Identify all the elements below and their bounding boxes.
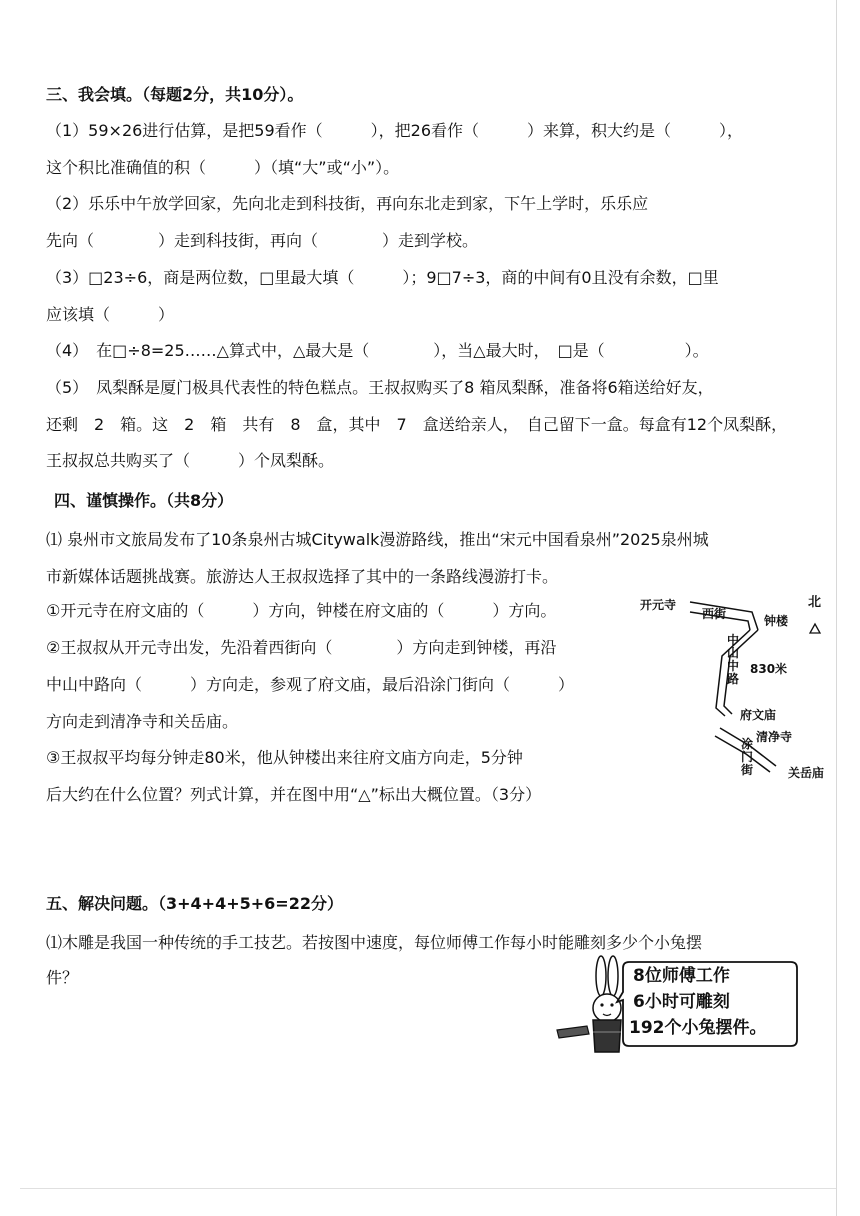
qingjing-mosque-label: 清净寺 [756, 730, 793, 744]
bell-tower-label: 钟楼 [764, 614, 789, 628]
q4-part-1: ①开元寺在府文庙的（ ）方向，钟楼在府文庙的（ ）方向。 [46, 601, 557, 620]
xijie-street-label: 西街 [702, 607, 727, 621]
tumen-street-label: 涂门街 [740, 737, 753, 777]
page-edge [20, 1188, 836, 1189]
page-edge [836, 0, 837, 1216]
route-map-roads [630, 590, 835, 790]
route-map [630, 590, 835, 790]
q3-1-line: 这个积比准确值的积（ ）（填“大”或“小”）。 [46, 158, 400, 177]
q4-part-2-line: ②王叔叔从开元寺出发，先沿着西街向（ ）方向走到钟楼，再沿 [46, 638, 557, 657]
q3-5-line: 还剩 2 箱。这 2 箱 共有 8 盒，其中 7 盒送给亲人， 自己留下一盒。每盒有12个凤梨酥， [46, 415, 788, 434]
section-5-heading: 五、解决问题。（3+4+4+5+6=22分） [46, 894, 343, 913]
q3-4-line: （4） 在□÷8=25……△算式中，△最大是（ ），当△最大时， □是（ ）。 [46, 341, 709, 360]
zhongshan-road-label: 中山中路 [726, 633, 739, 686]
section-3-heading: 三、我会填。（每题2分，共10分）。 [46, 85, 304, 104]
q3-3-line: （3）□23÷6，商是两位数，□里最大填（ ）；9□7÷3，商的中间有0且没有余数，□里 [46, 268, 719, 287]
q5-1-line: 件？ [46, 968, 79, 987]
north-label: 北 [808, 595, 822, 610]
q4-part-3-line: ③王叔叔平均每分钟走80米，他从钟楼出来往府文庙方向走，5分钟 [46, 748, 523, 767]
q4-intro-line: 市新媒体话题挑战赛。旅游达人王叔叔选择了其中的一条路线漫游打卡。 [46, 567, 559, 586]
q4-part-2-line: 中山中路向（ ）方向走，参观了府文庙，最后沿涂门街向（ ） [46, 675, 575, 694]
q3-3-line: 应该填（ ） [46, 305, 175, 324]
q4-part-3-line: 后大约在什么位置？列式计算，并在图中用“△”标出大概位置。（3分） [46, 785, 542, 804]
guanyue-temple-label: 关岳庙 [788, 766, 825, 780]
q3-2-line: 先向（ ）走到科技街，再向（ ）走到学校。 [46, 231, 479, 250]
fuwen-temple-label: 府文庙 [740, 708, 777, 722]
q4-intro-line: ⑴ 泉州市文旅局发布了10条泉州古城Citywalk漫游路线，推出“宋元中国看泉州”2025泉州城 [46, 530, 709, 549]
q3-5-line: 王叔叔总共购买了（ ）个凤梨酥。 [46, 451, 335, 470]
rabbit-carving-illustration [555, 952, 815, 1062]
q3-1-line: （1）59×26进行估算，是把59看作（ ），把26看作（ ）来算，积大约是（ ）， [46, 121, 744, 140]
q3-5-line: （5） 凤梨酥是厦门极具代表性的特色糕点。王叔叔购买了8 箱凤梨酥，准备将6箱送给好友， [46, 378, 714, 397]
q4-part-2-line: 方向走到清净寺和关岳庙。 [46, 712, 239, 731]
bubble-text-line: 6小时可雕刻 [633, 992, 730, 1012]
bubble-text-line: 192个小兔摆件。 [629, 1018, 767, 1038]
q5-1-line: ⑴木雕是我国一种传统的手工技艺。若按图中速度，每位师傅工作每小时能雕刻多少个小兔摆 [46, 933, 703, 952]
bubble-text-line: 8位师傅工作 [633, 966, 730, 986]
section-4-heading: 四、谨慎操作。（共8分） [54, 491, 234, 510]
distance-label: 830米 [750, 662, 788, 676]
kaiyuan-temple-label: 开元寺 [640, 598, 677, 612]
q3-2-line: （2）乐乐中午放学回家，先向北走到科技街，再向东北走到家，下午上学时，乐乐应 [46, 194, 649, 213]
